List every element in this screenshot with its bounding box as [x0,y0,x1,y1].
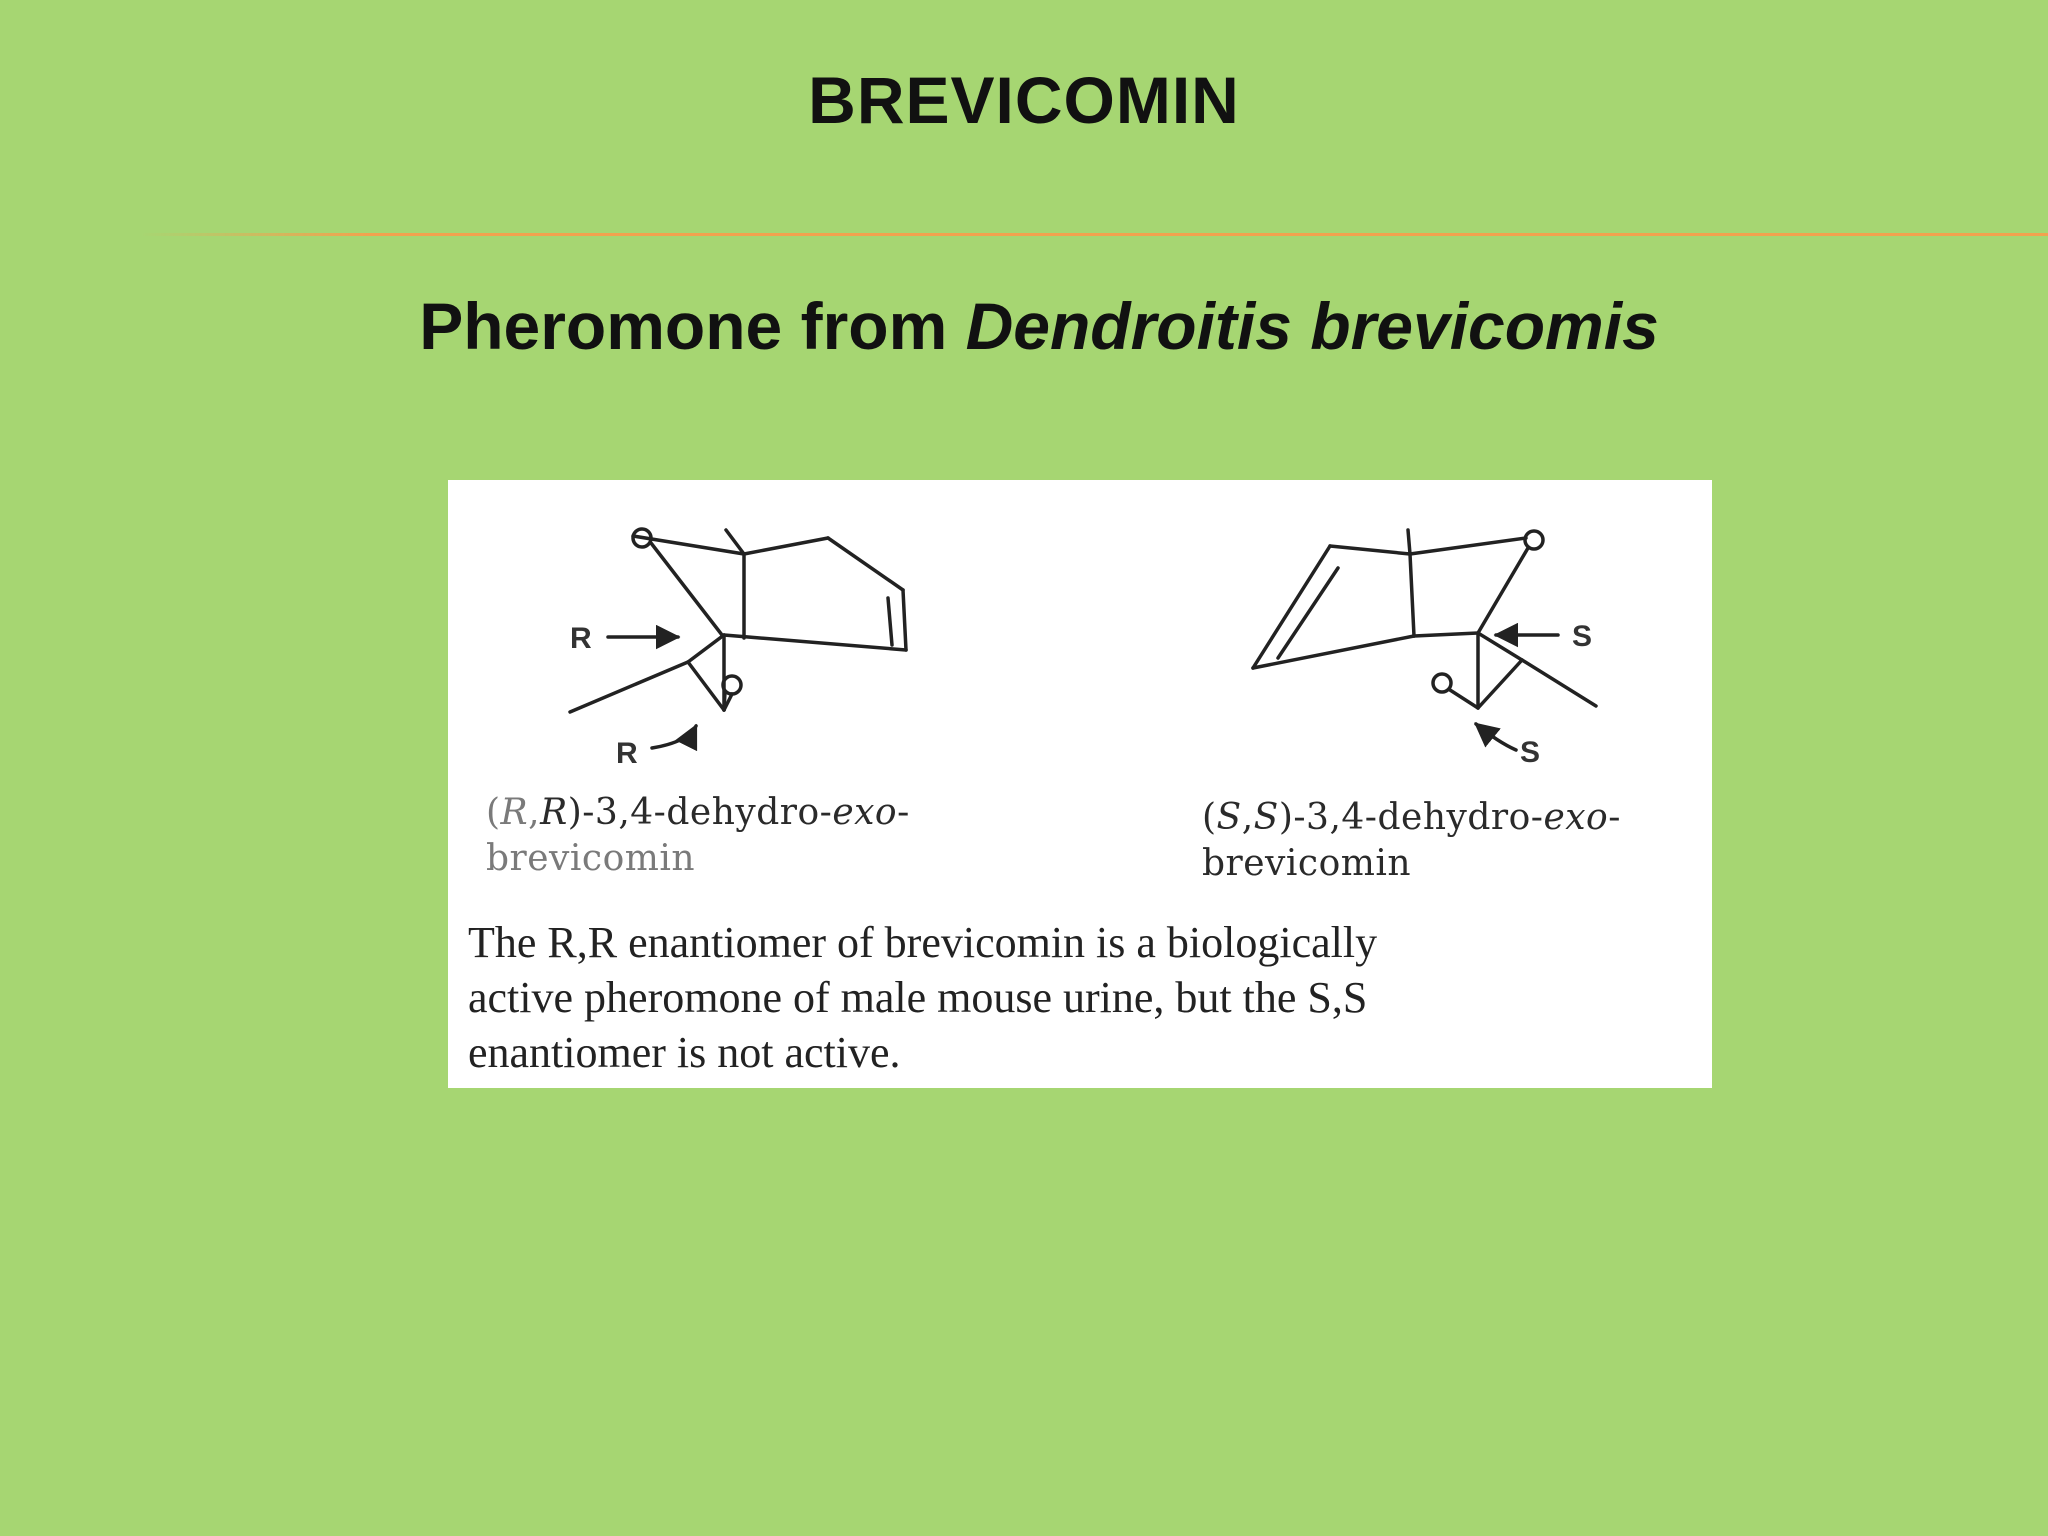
ss-arrow-top-label: S [1572,620,1593,653]
rr-arrow-bottom-label: R [616,737,638,770]
rr-structure [570,529,906,748]
rr-compound-name: (R,R)-3,4-dehydro-exo- brevicomin [486,792,910,879]
caption-line: The R,R enantiomer of brevicomin is a biologically [468,918,1378,967]
ss-compound-name: (S,S)-3,4-dehydro-exo- brevicomin [1202,797,1621,884]
title-divider [140,233,2048,236]
figure-caption [468,915,1628,1080]
brevicomin-figure [448,480,1712,1088]
ss-arrow-bottom-label: S [1520,736,1541,769]
ss-structure [1253,530,1596,750]
rr-arrow-top-label: R [570,622,592,655]
subtitle-prefix: Pheromone from [419,289,966,363]
slide-subtitle [0,288,2048,364]
caption-line: active pheromone of male mouse urine, but the S,S [468,973,1368,1022]
subtitle-species: Dendroitis brevicomis [965,289,1659,363]
caption-line: enantiomer is not active. [468,1028,901,1077]
slide-title: BREVICOMIN [808,63,1240,137]
